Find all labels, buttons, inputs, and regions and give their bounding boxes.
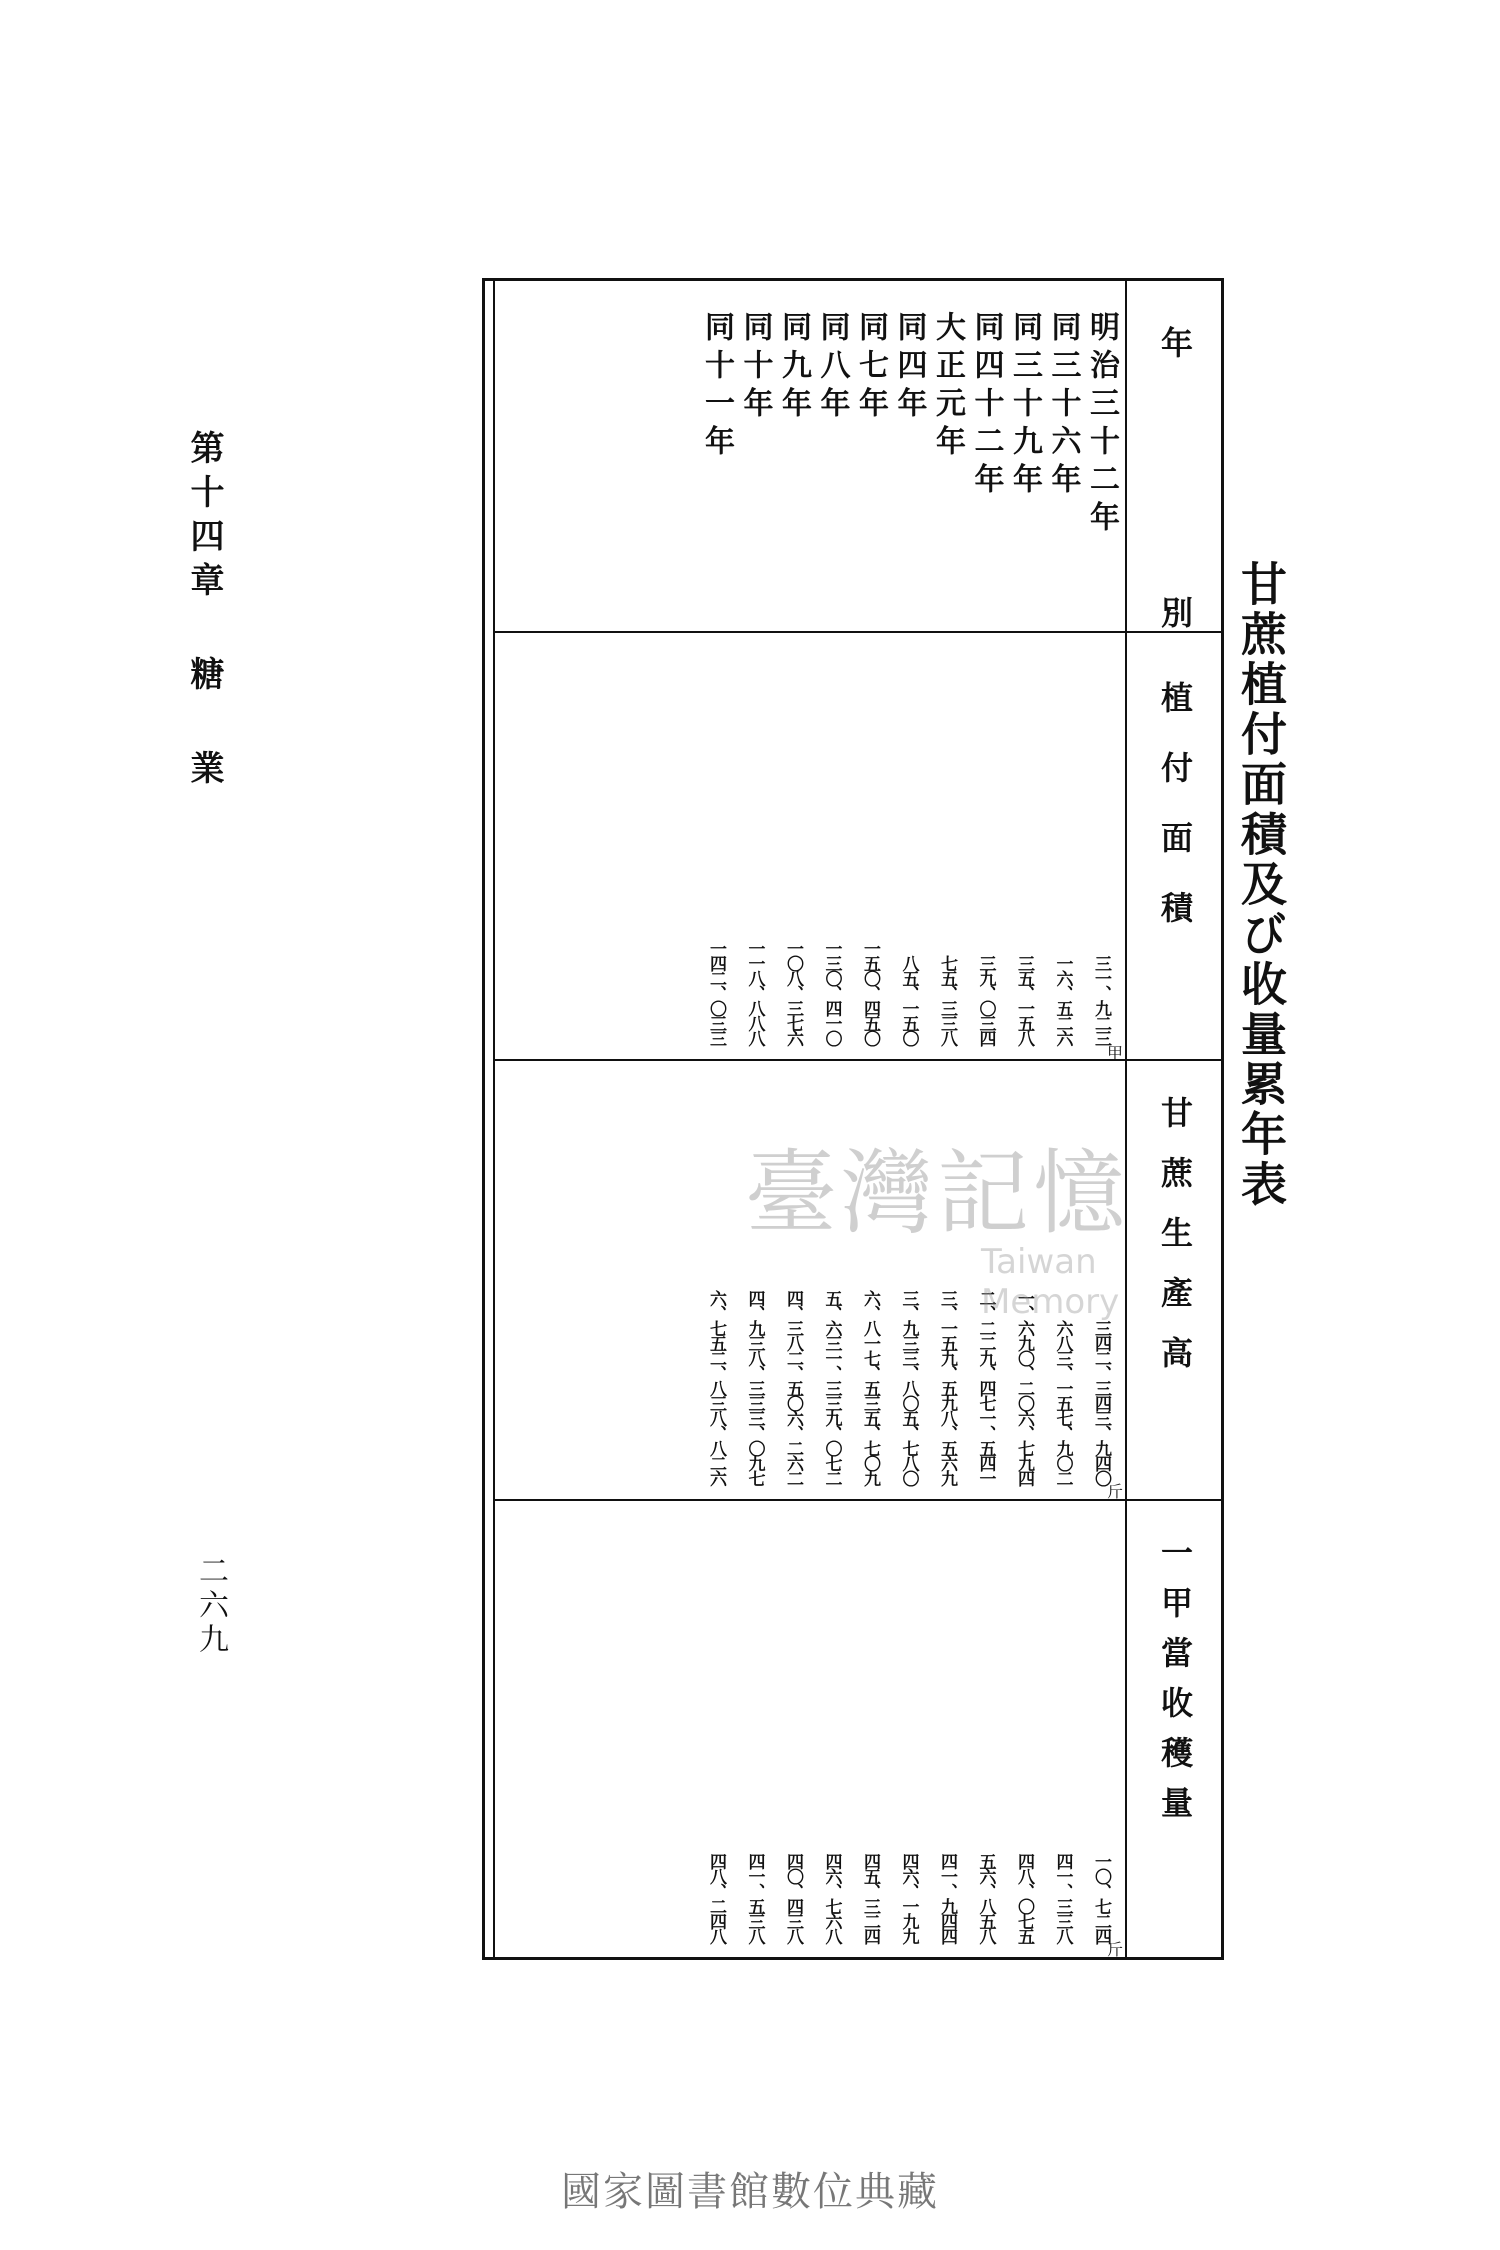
divider-year-area	[495, 631, 1221, 633]
production-cell: 二、二二九、四七一、五四一	[975, 1290, 996, 1485]
yield-cell: 五六、八五八	[975, 1853, 996, 1943]
area-cell: 一〇八、三七六	[783, 940, 803, 1045]
yield-cell: 四六、一九九	[898, 1853, 919, 1943]
year-cell: 同七年	[853, 311, 888, 425]
year-cell: 同四十二年	[968, 311, 1004, 501]
data-table	[482, 278, 1224, 1960]
production-cell: 六、七五二、八三八、八二六	[706, 1290, 726, 1485]
year-cell: 同十一年	[699, 311, 734, 463]
production-cell: 四、三八二、五〇六、二六二	[783, 1290, 803, 1485]
header-yield: 一甲當收穫量	[1156, 1536, 1194, 1836]
unit-production: 斤	[1107, 1482, 1124, 1501]
yield-cell: 四一、九四四	[937, 1853, 957, 1943]
area-cell: 三一、九二三	[1091, 955, 1111, 1045]
unit-yield: 斤	[1107, 1940, 1124, 1959]
table-inner-border	[493, 281, 495, 1957]
table-title: 甘蔗植付面積及び收量累年表	[1234, 560, 1288, 1210]
yield-cell: 四一、五三八	[744, 1853, 765, 1943]
production-cell: 六、八一七、五三五、七〇九	[860, 1290, 880, 1485]
production-cell: 三、一五九、五九八、五六九	[937, 1290, 957, 1485]
unit-area: 甲	[1107, 1044, 1124, 1063]
area-cell: 七五、三三八	[937, 955, 957, 1045]
production-cell: 四、九三八、三三三、〇九七	[744, 1290, 765, 1485]
year-cell: 同八年	[814, 311, 850, 425]
header-area: 植付面積	[1156, 681, 1194, 961]
area-cell: 一三〇、四一〇	[821, 940, 842, 1045]
year-cell: 同十年	[737, 311, 773, 425]
area-cell: 一五〇、四五〇	[860, 940, 880, 1045]
production-cell: 一、六九〇、二〇六、七九四	[1014, 1290, 1034, 1485]
header-year: 年 別	[1156, 326, 1194, 728]
area-cell: 一四二、〇三三	[706, 940, 726, 1045]
running-head: 第十四章 糖 業	[184, 430, 224, 794]
year-cell: 同四年	[891, 311, 927, 425]
header-column-divider	[1125, 281, 1127, 1957]
year-cell: 大正元年	[930, 311, 965, 463]
production-cell: 五、六三一、三三九、〇七二	[821, 1290, 842, 1485]
yield-cell: 一〇、七二四	[1091, 1853, 1111, 1943]
area-cell: 三九、〇三四	[975, 955, 996, 1045]
area-cell: 一六、五二六	[1052, 955, 1073, 1045]
watermark-en: Taiwan Memory	[981, 1242, 1120, 1322]
year-cell: 明治三十二年	[1084, 311, 1119, 539]
production-cell: 六八三、一五七、九〇二	[1052, 1320, 1073, 1485]
yield-cell: 四一、三三八	[1052, 1853, 1073, 1943]
yield-cell: 四六、七六八	[821, 1853, 842, 1943]
production-cell: 三四二、三四三、九四〇	[1091, 1320, 1111, 1485]
year-cell: 同九年	[776, 311, 811, 425]
area-cell: 三五、一五八	[1014, 955, 1034, 1045]
area-cell: 一一八、八八八	[744, 940, 765, 1045]
watermark-cjk: 臺灣記憶	[745, 1140, 1130, 1247]
yield-cell: 四八、〇七五	[1014, 1853, 1034, 1943]
year-cell: 同三十九年	[1007, 311, 1042, 501]
year-cell: 同三十六年	[1045, 311, 1081, 501]
library-footer: 國家圖書館數位典藏	[561, 2169, 939, 2215]
area-cell: 八五、一五〇	[898, 955, 919, 1045]
yield-cell: 四八、二四八	[706, 1853, 726, 1943]
header-production: 甘蔗生產高	[1156, 1096, 1194, 1396]
yield-cell: 四五、三二四	[860, 1853, 880, 1943]
yield-cell: 四〇、四三八	[783, 1853, 803, 1943]
production-cell: 三、九三三、八〇五、七八〇	[898, 1290, 919, 1485]
page-number: 二六九	[193, 1555, 228, 1657]
